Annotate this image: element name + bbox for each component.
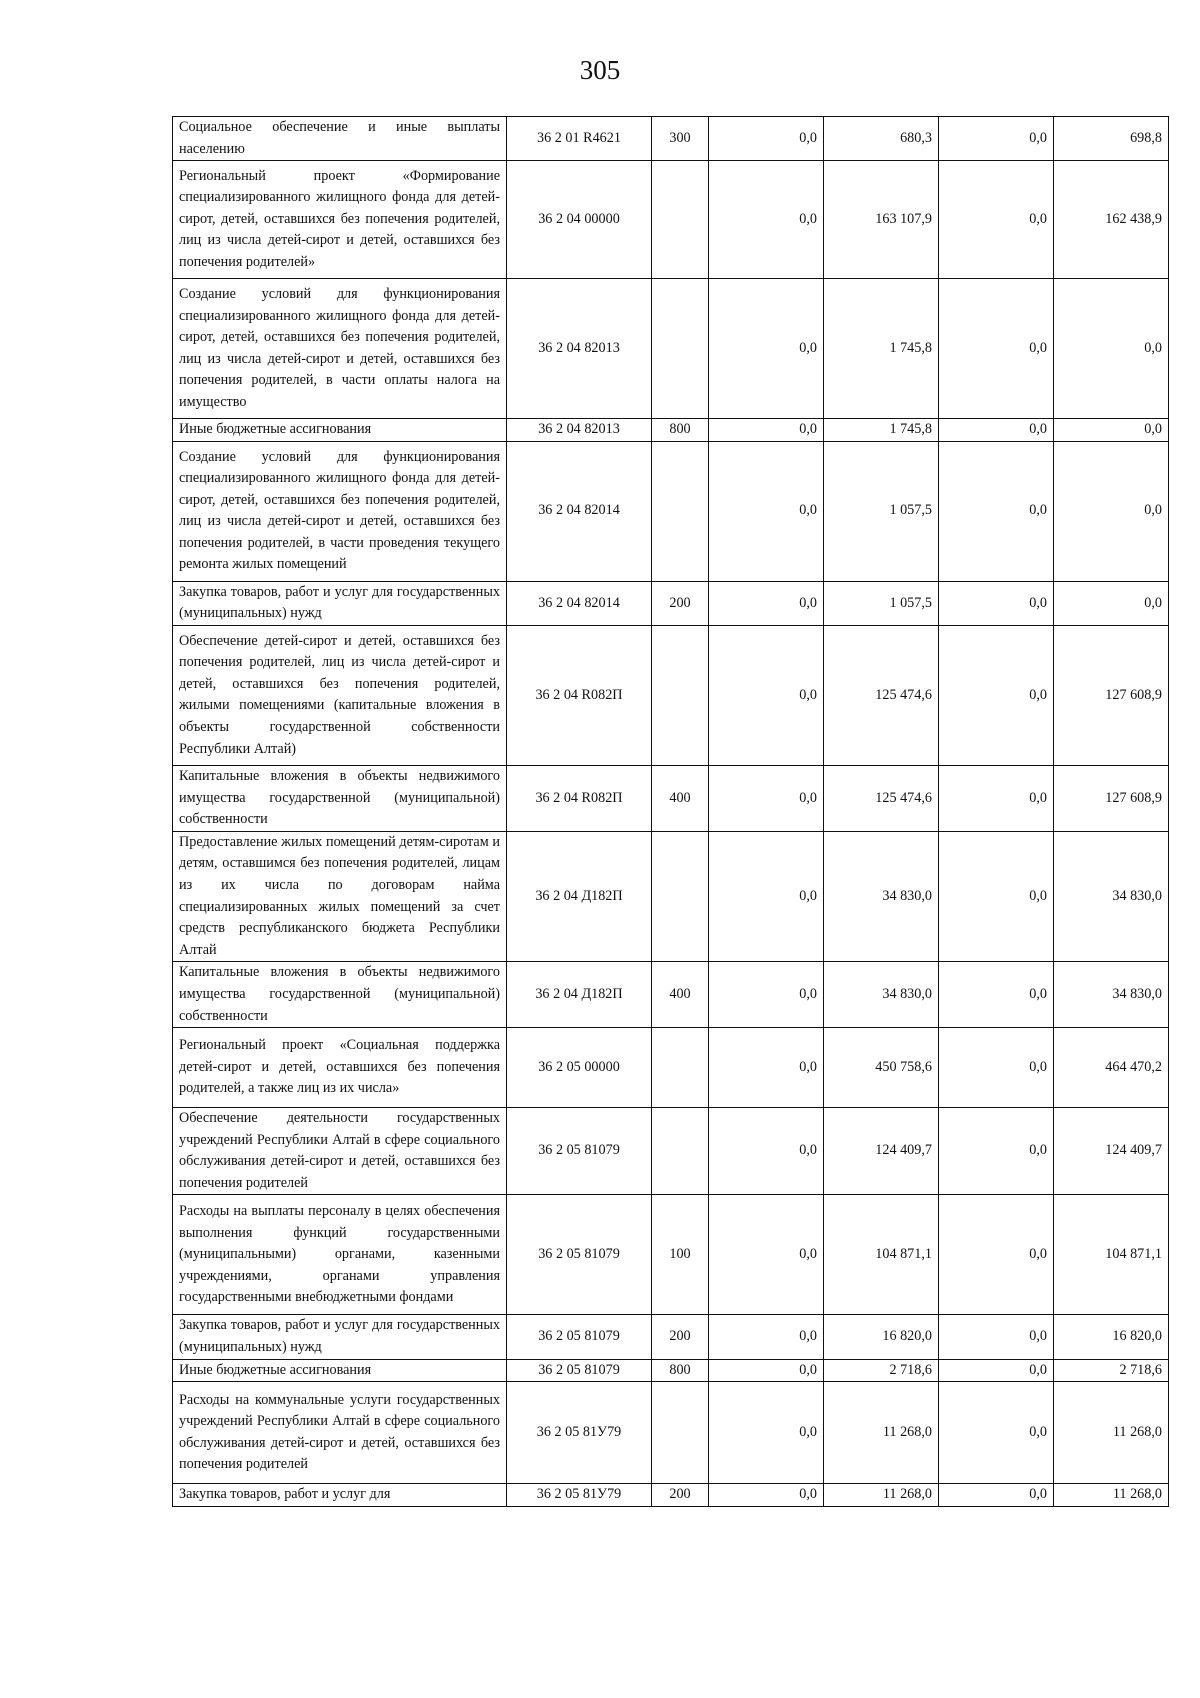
row-value-1: 0,0	[709, 1359, 824, 1382]
row-target-code: 36 2 05 81У79	[507, 1382, 652, 1484]
row-value-1: 0,0	[709, 1195, 824, 1315]
row-value-2: 450 758,6	[824, 1028, 939, 1108]
row-value-2: 11 268,0	[824, 1382, 939, 1484]
table-row	[173, 1195, 1169, 1315]
row-target-code: 36 2 05 81079	[507, 1108, 652, 1195]
row-expense-type: 100	[652, 1195, 709, 1315]
row-value-1: 0,0	[709, 117, 824, 161]
row-value-3: 0,0	[939, 1382, 1054, 1484]
row-value-4: 124 409,7	[1054, 1108, 1169, 1195]
row-expense-type	[652, 831, 709, 962]
row-target-code: 36 2 04 R082П	[507, 765, 652, 831]
row-value-2: 104 871,1	[824, 1195, 939, 1315]
row-value-1: 0,0	[709, 1382, 824, 1484]
row-value-4: 0,0	[1054, 441, 1169, 581]
row-name: Капитальные вложения в объекты недвижимого имущества государственной (муниципальной) собственности	[173, 962, 507, 1028]
row-value-1: 0,0	[709, 765, 824, 831]
row-name: Обеспечение детей-сирот и детей, оставшихся без попечения родителей, лиц из числа детей-сирот и детей, оставшихся без попечения родителей, жилыми помещениями (капитальные вложения в объекты государственной собственности Республики Алтай)	[173, 625, 507, 765]
table-row	[173, 441, 1169, 581]
row-target-code: 36 2 04 Д182П	[507, 831, 652, 962]
row-target-code: 36 2 05 81У79	[507, 1484, 652, 1507]
row-value-4: 34 830,0	[1054, 831, 1169, 962]
row-value-2: 1 745,8	[824, 419, 939, 442]
row-value-2: 163 107,9	[824, 161, 939, 279]
row-value-4: 0,0	[1054, 419, 1169, 442]
row-value-3: 0,0	[939, 161, 1054, 279]
row-value-4: 34 830,0	[1054, 962, 1169, 1028]
row-name: Расходы на коммунальные услуги государственных учреждений Республики Алтай в сфере социального обслуживания детей-сирот и детей, оставшихся без попечения родителей	[173, 1382, 507, 1484]
table-row	[173, 1382, 1169, 1484]
row-value-4: 11 268,0	[1054, 1382, 1169, 1484]
row-target-code: 36 2 05 81079	[507, 1315, 652, 1359]
table-row	[173, 581, 1169, 625]
row-target-code: 36 2 04 Д182П	[507, 962, 652, 1028]
row-target-code: 36 2 04 82013	[507, 419, 652, 442]
row-name: Закупка товаров, работ и услуг для государственных (муниципальных) нужд	[173, 1315, 507, 1359]
row-value-2: 11 268,0	[824, 1484, 939, 1507]
row-target-code: 36 2 05 81079	[507, 1359, 652, 1382]
row-value-4: 127 608,9	[1054, 765, 1169, 831]
row-value-3: 0,0	[939, 765, 1054, 831]
table-row	[173, 625, 1169, 765]
table-row	[173, 1108, 1169, 1195]
row-name: Расходы на выплаты персоналу в целях обеспечения выполнения функций государственными (муниципальными) органами, казенными учреждениями, органами управления государственными внебюджетными фондами	[173, 1195, 507, 1315]
row-expense-type	[652, 1108, 709, 1195]
row-value-4: 16 820,0	[1054, 1315, 1169, 1359]
row-expense-type: 400	[652, 962, 709, 1028]
row-value-3: 0,0	[939, 441, 1054, 581]
row-expense-type	[652, 279, 709, 419]
row-value-3: 0,0	[939, 279, 1054, 419]
row-value-2: 680,3	[824, 117, 939, 161]
row-target-code: 36 2 04 82014	[507, 581, 652, 625]
row-value-1: 0,0	[709, 1028, 824, 1108]
row-value-1: 0,0	[709, 1108, 824, 1195]
row-name: Закупка товаров, работ и услуг для	[173, 1484, 507, 1507]
row-value-2: 16 820,0	[824, 1315, 939, 1359]
row-value-1: 0,0	[709, 1484, 824, 1507]
table-row	[173, 831, 1169, 962]
row-value-4: 0,0	[1054, 581, 1169, 625]
row-value-2: 1 057,5	[824, 441, 939, 581]
table-row	[173, 1359, 1169, 1382]
row-name: Капитальные вложения в объекты недвижимого имущества государственной (муниципальной) собственности	[173, 765, 507, 831]
row-value-1: 0,0	[709, 441, 824, 581]
table-row	[173, 1028, 1169, 1108]
row-value-4: 104 871,1	[1054, 1195, 1169, 1315]
table-row	[173, 279, 1169, 419]
row-value-2: 34 830,0	[824, 831, 939, 962]
table-row	[173, 161, 1169, 279]
row-expense-type	[652, 1028, 709, 1108]
row-expense-type: 800	[652, 419, 709, 442]
row-value-1: 0,0	[709, 581, 824, 625]
row-value-1: 0,0	[709, 625, 824, 765]
row-name: Создание условий для функционирования специализированного жилищного фонда для детей-сирот, детей, оставшихся без попечения родителей, лиц из числа детей-сирот и детей, оставшихся без попечения родителей, в части проведения текущего ремонта жилых помещений	[173, 441, 507, 581]
row-value-1: 0,0	[709, 161, 824, 279]
row-name: Обеспечение деятельности государственных учреждений Республики Алтай в сфере социального обслуживания детей-сирот и детей, оставшихся без попечения родителей	[173, 1108, 507, 1195]
row-value-2: 125 474,6	[824, 625, 939, 765]
row-expense-type	[652, 441, 709, 581]
row-value-2: 1 745,8	[824, 279, 939, 419]
row-value-3: 0,0	[939, 1028, 1054, 1108]
row-value-4: 162 438,9	[1054, 161, 1169, 279]
row-value-2: 1 057,5	[824, 581, 939, 625]
row-target-code: 36 2 04 00000	[507, 161, 652, 279]
row-expense-type: 200	[652, 1484, 709, 1507]
row-target-code: 36 2 04 82014	[507, 441, 652, 581]
table-row	[173, 1484, 1169, 1507]
row-value-1: 0,0	[709, 419, 824, 442]
row-name: Региональный проект «Формирование специализированного жилищного фонда для детей-сирот, детей, оставшихся без попечения родителей, лиц из числа детей-сирот и детей, оставшихся без попечения родителей»	[173, 161, 507, 279]
row-expense-type: 400	[652, 765, 709, 831]
row-value-2: 124 409,7	[824, 1108, 939, 1195]
row-expense-type: 200	[652, 581, 709, 625]
row-name: Иные бюджетные ассигнования	[173, 1359, 507, 1382]
row-target-code: 36 2 05 81079	[507, 1195, 652, 1315]
row-expense-type: 800	[652, 1359, 709, 1382]
row-value-3: 0,0	[939, 117, 1054, 161]
row-value-3: 0,0	[939, 1108, 1054, 1195]
row-name: Предоставление жилых помещений детям-сиротам и детям, оставшимся без попечения родителей, лицам из их числа по договорам найма специализированных жилых помещений за счет средств республиканского бюджета Республики Алтай	[173, 831, 507, 962]
row-expense-type: 300	[652, 117, 709, 161]
row-name: Закупка товаров, работ и услуг для государственных (муниципальных) нужд	[173, 581, 507, 625]
row-value-3: 0,0	[939, 962, 1054, 1028]
row-value-1: 0,0	[709, 962, 824, 1028]
row-target-code: 36 2 04 82013	[507, 279, 652, 419]
row-value-4: 0,0	[1054, 279, 1169, 419]
budget-table	[172, 116, 1169, 1507]
table-body	[173, 117, 1169, 1507]
row-value-3: 0,0	[939, 1195, 1054, 1315]
row-value-4: 698,8	[1054, 117, 1169, 161]
row-target-code: 36 2 05 00000	[507, 1028, 652, 1108]
row-value-3: 0,0	[939, 831, 1054, 962]
table-row	[173, 765, 1169, 831]
row-value-3: 0,0	[939, 1484, 1054, 1507]
row-value-3: 0,0	[939, 625, 1054, 765]
row-expense-type	[652, 161, 709, 279]
row-value-3: 0,0	[939, 419, 1054, 442]
row-value-1: 0,0	[709, 1315, 824, 1359]
row-value-3: 0,0	[939, 581, 1054, 625]
row-expense-type	[652, 1382, 709, 1484]
row-value-4: 464 470,2	[1054, 1028, 1169, 1108]
row-target-code: 36 2 04 R082П	[507, 625, 652, 765]
row-name: Региональный проект «Социальная поддержка детей-сирот и детей, оставшихся без попечения родителей, а также лиц из их числа»	[173, 1028, 507, 1108]
table-row	[173, 117, 1169, 161]
row-value-4: 11 268,0	[1054, 1484, 1169, 1507]
page-number: 305	[579, 55, 621, 85]
row-value-3: 0,0	[939, 1359, 1054, 1382]
table-row	[173, 419, 1169, 442]
row-target-code: 36 2 01 R4621	[507, 117, 652, 161]
table-row	[173, 1315, 1169, 1359]
row-value-1: 0,0	[709, 831, 824, 962]
row-value-2: 34 830,0	[824, 962, 939, 1028]
table-row	[173, 962, 1169, 1028]
row-value-4: 2 718,6	[1054, 1359, 1169, 1382]
row-name: Иные бюджетные ассигнования	[173, 419, 507, 442]
row-expense-type: 200	[652, 1315, 709, 1359]
row-value-3: 0,0	[939, 1315, 1054, 1359]
row-value-4: 127 608,9	[1054, 625, 1169, 765]
row-name: Социальное обеспечение и иные выплаты населению	[173, 117, 507, 161]
row-name: Создание условий для функционирования специализированного жилищного фонда для детей-сирот, детей, оставшихся без попечения родителей, лиц из числа детей-сирот и детей, оставшихся без попечения родителей, в части оплаты налога на имущество	[173, 279, 507, 419]
row-value-1: 0,0	[709, 279, 824, 419]
row-value-2: 2 718,6	[824, 1359, 939, 1382]
row-expense-type	[652, 625, 709, 765]
row-value-2: 125 474,6	[824, 765, 939, 831]
